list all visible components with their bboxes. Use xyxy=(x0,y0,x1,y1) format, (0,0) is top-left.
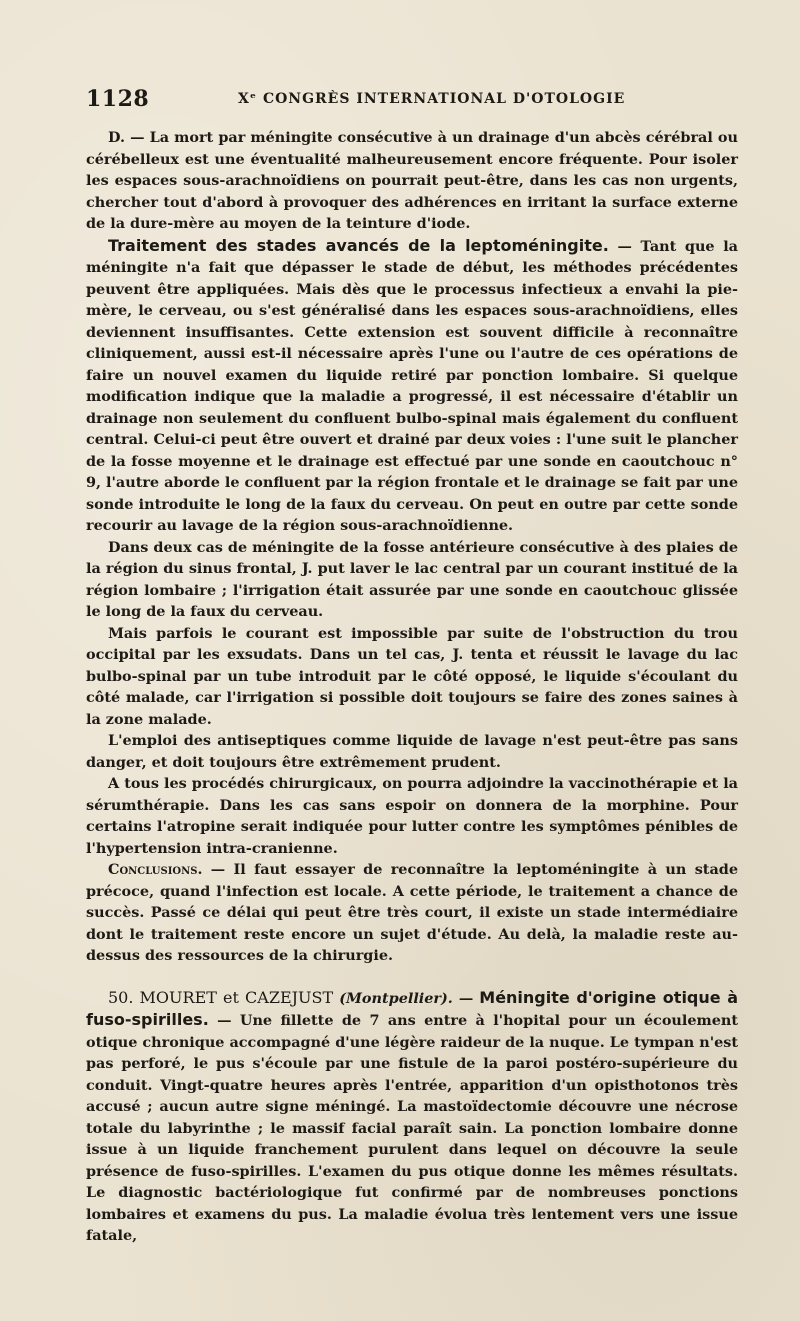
paragraph-traitement-text: — Tant que la méningite n'a fait que dépasser le stade de début, les méthodes précédentes peuvent être appliquées. Mais dès que le processus infectieux a envahi la pie-mère, le cerveau, ou s'est généralisé dans les espaces sous-arachnoïdiens, elles deviennent insuffisantes. Cette extension est souvent difficile à reconnaître cliniquement, aussi est-il nécessaire après l'une ou l'autre de ces opérations de faire un nouvel examen du liquide retiré par ponction lombaire. Si quelque modification indique que la maladie a progressé, il est nécessaire d'établir un drainage non seulement du confluent bulbo-spinal mais également du confluent central. Celui-ci peut être ouvert et drainé par deux voies : l'une suit le plancher de la fosse moyenne et le drainage est effectué par une sonde en caoutchouc n° 9, l'autre aborde le confluent par la région frontale et le drainage se fait par une sonde introduite le long de la faux du cerveau. On peut en outre par cette sonde recourir au lavage de la région sous-arachnoïdienne. xyxy=(86,237,738,534)
body-text xyxy=(86,127,738,1247)
page-header xyxy=(86,86,742,112)
abstract-dash: — xyxy=(452,989,480,1007)
paragraph-deux-cas xyxy=(86,537,738,623)
paragraph-parfois-text: Mais parfois le courant est impossible par suite de l'obstruction du trou occipital par les exsudats. Dans un tel cas, J. tenta et réussit le lavage du lac bulbo-spinal par un tube introduit par le côté opposé, le liquide s'écoulant du côté malade, car l'irrigation si possible doit toujours se faire des zones saines à la zone malade. xyxy=(86,624,738,728)
paragraph-parfois xyxy=(86,623,738,731)
paragraph-conclusions xyxy=(86,859,738,967)
abstract-authors: 50. MOURET et CAZEJUST xyxy=(108,987,334,1007)
abstract-50 xyxy=(86,987,738,1247)
paragraph-antiseptiques xyxy=(86,730,738,773)
page-number: 1128 xyxy=(86,86,150,112)
paragraph-deux-cas-text: Dans deux cas de méningite de la fosse antérieure consécutive à des plaies de la région du sinus frontal, J. put laver le lac central par un courant institué de la région lombaire ; l'irrigation était assurée par une sonde en caoutchouc glissée le long de la faux du cerveau. xyxy=(86,538,738,620)
running-title: Xᵉ CONGRÈS INTERNATIONAL D'OTOLOGIE xyxy=(238,91,626,107)
paragraph-conclusions-text: — Il faut essayer de reconnaître la leptoméningite à un stade précoce, quand l'infection est locale. A cette période, le traitement a chance de succès. Passé ce délai qui peut être très court, il existe un stade intermédiaire dont le traitement reste encore un sujet d'étude. Au delà, la maladie reste au-dessus des ressources de la chirurgie. xyxy=(86,861,738,964)
paragraph-procedes-text: A tous les procédés chirurgicaux, on pourra adjoindre la vaccinothérapie et la sérumthérapie. Dans les cas sans espoir on donnera de la morphine. Pour certains l'atropine serait indiquée pour lutter contre les symptômes pénibles de l'hypertension intra-cranienne. xyxy=(86,775,738,857)
paragraph-d xyxy=(86,127,738,235)
abstract-title: Méningite d'origine otique à fuso-spirilles. xyxy=(86,987,739,1029)
paragraph-traitement xyxy=(86,235,738,537)
section-heading-traitement: Traitement des stades avancés de la leptoméningite. xyxy=(108,235,609,255)
paragraph-antiseptiques-text: L'emploi des antiseptiques comme liquide de lavage n'est peut-être pas sans danger, et doit toujours être extrêmement prudent. xyxy=(86,732,738,771)
paragraph-d-text: D. — La mort par méningite consécutive à un drainage d'un abcès cérébral ou cérébelleux est une éventualité malheureusement encore fréquente. Pour isoler les espaces sous-arachnoïdiens on pourrait peut-être, dans les cas non urgents, chercher tout d'abord à provoquer des adhérences en irritant la surface externe de la dure-mère au moyen de la teinture d'iode. xyxy=(86,129,738,232)
abstract-text: — Une fillette de 7 ans entre à l'hopital pour un écoulement otique chronique accompagné d'une légère raideur de la nuque. Le tympan n'est pas perforé, le pus s'écoule par une fistule de la paroi postéro-supérieure du conduit. Vingt-quatre heures après l'entrée, apparition d'un opisthotonos très accusé ; aucun autre signe méningé. La mastoïdectomie découvre une nécrose totale du labyrinthe ; le massif facial paraît sain. La ponction lombaire donne issue à un liquide franchement purulent dans lequel on découvre la seule présence de fuso-spirilles. L'examen du pus otique donne les mêmes résultats. Le diagnostic bactériologique fut confirmé par de nombreuses ponctions lombaires et examens du pus. La maladie évolua très lentement vers une issue fatale, xyxy=(86,1012,738,1244)
abstract-location: (Montpellier). xyxy=(339,989,453,1007)
paragraph-procedes xyxy=(86,773,738,859)
conclusions-label: Conclusions. xyxy=(108,861,203,878)
